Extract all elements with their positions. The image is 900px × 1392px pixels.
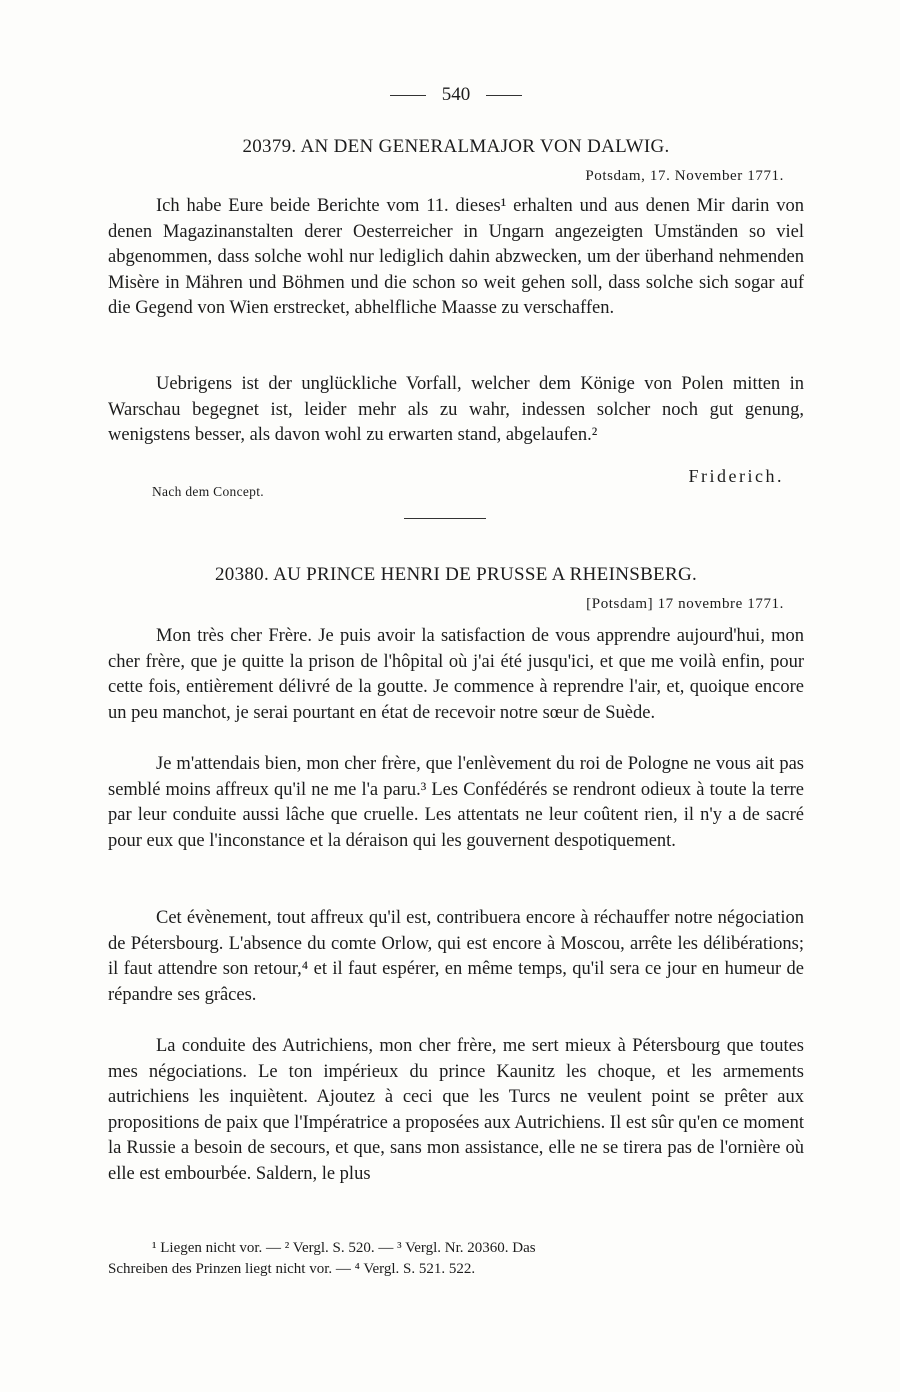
footnote-line-1: ¹ Liegen nicht vor. — ² Vergl. S. 520. — ³ Vergl. Nr. 20360. Das <box>152 1240 536 1256</box>
page-number: 540 <box>441 84 471 105</box>
section-separator <box>404 518 486 519</box>
header-rule-left <box>390 95 426 96</box>
footnotes <box>108 1238 804 1280</box>
letter1-paragraph-2: Uebrigens ist der unglückliche Vorfall, welcher dem Könige von Polen mitten in Warschau begegnet ist, leider mehr als zu wahr, indessen solcher noch gut genung, wenigstens besser, als davon wohl zu erwarten stand, abgelaufen.² <box>108 374 804 446</box>
letter1-source-note: Nach dem Concept. <box>152 484 264 499</box>
letter2-title: AU PRINCE HENRI DE PRUSSE A RHEINSBERG. <box>273 564 698 585</box>
letter2-paragraph-1: Mon très cher Frère. Je puis avoir la satisfaction de vous apprendre aujourd'hui, mon cher frère, que je quitte la prison de l'hôpital où j'ai été jusqu'ici, et que me voilà enfin, pour cette fois, entièrement délivré de la goutte. Je commence à reprendre l'air, et, quoique encore un peu manchot, je serai pourtant en état de recevoir notre sœur de Suède. <box>108 626 804 723</box>
page-header <box>108 84 804 106</box>
header-rule-right <box>486 95 522 96</box>
letter1-place-date: Potsdam, 17. November 1771. <box>585 168 784 184</box>
letter2-place-date: [Potsdam] 17 novembre 1771. <box>586 596 784 612</box>
letter1-title: AN DEN GENERALMAJOR VON DALWIG. <box>300 136 670 157</box>
letter2-number: 20380. <box>214 564 270 585</box>
letter1-signature: Friderich. <box>688 466 784 486</box>
letter1-paragraph-1: Ich habe Eure beide Berichte vom 11. dieses¹ erhalten und aus denen Mir darin von denen Magazinanstalten derer Oesterreicher in Ungarn angezeigten Umständen so viel abgenommen, dass solche wohl nur lediglich dahin abzwecken, um der überhand nehmenden Misère in Mähren und Böhmen und die schon so weit gehen soll, dass solche sich sogar auf die Gegend von Wien erstrecket, abhelfliche Maasse zu verschaffen. <box>108 196 804 319</box>
letter2-paragraph-3: Cet évènement, tout affreux qu'il est, contribuera encore à réchauffer notre négociation de Pétersbourg. L'absence du comte Orlow, qui est encore à Moscou, arrête les délibérations; il faut attendre son retour,⁴ et il faut espérer, en même temps, qu'il sera ce jour en humeur de répandre ses grâces. <box>108 908 804 1005</box>
footnote-line-2: Schreiben des Prinzen liegt nicht vor. — ⁴ Vergl. S. 521. 522. <box>108 1261 476 1277</box>
letter1-number: 20379. <box>242 136 297 157</box>
letter2-heading <box>108 564 804 586</box>
letter2-paragraph-4: La conduite des Autrichiens, mon cher frère, me sert mieux à Pétersbourg que toutes mes négociations. Le ton impérieux du prince Kaunitz les choque, et les armements autrichiens les inquiètent. Ajoutez à ceci que les Turcs ne veulent point se prêter aux propositions de paix que l'Impératrice a proposées aux Autrichiens. Il est sûr qu'en ce moment la Russie a besoin de secours, et que, sans mon assistance, elle ne se tirera pas de l'ornière où elle est embourbée. Saldern, le plus <box>108 1036 804 1184</box>
letter2-paragraph-2: Je m'attendais bien, mon cher frère, que l'enlèvement du roi de Pologne ne vous ait pas semblé moins affreux qu'il ne me l'a paru.³ Les Confédérés se rendront odieux à toute la terre par leur conduite aussi lâche que cruelle. Les attentats ne leur coûtent rien, il n'y a de sacré pour eux que l'inconstance et la déraison qui les gouvernent despotiquement. <box>108 754 804 851</box>
letter1-heading <box>108 136 804 158</box>
